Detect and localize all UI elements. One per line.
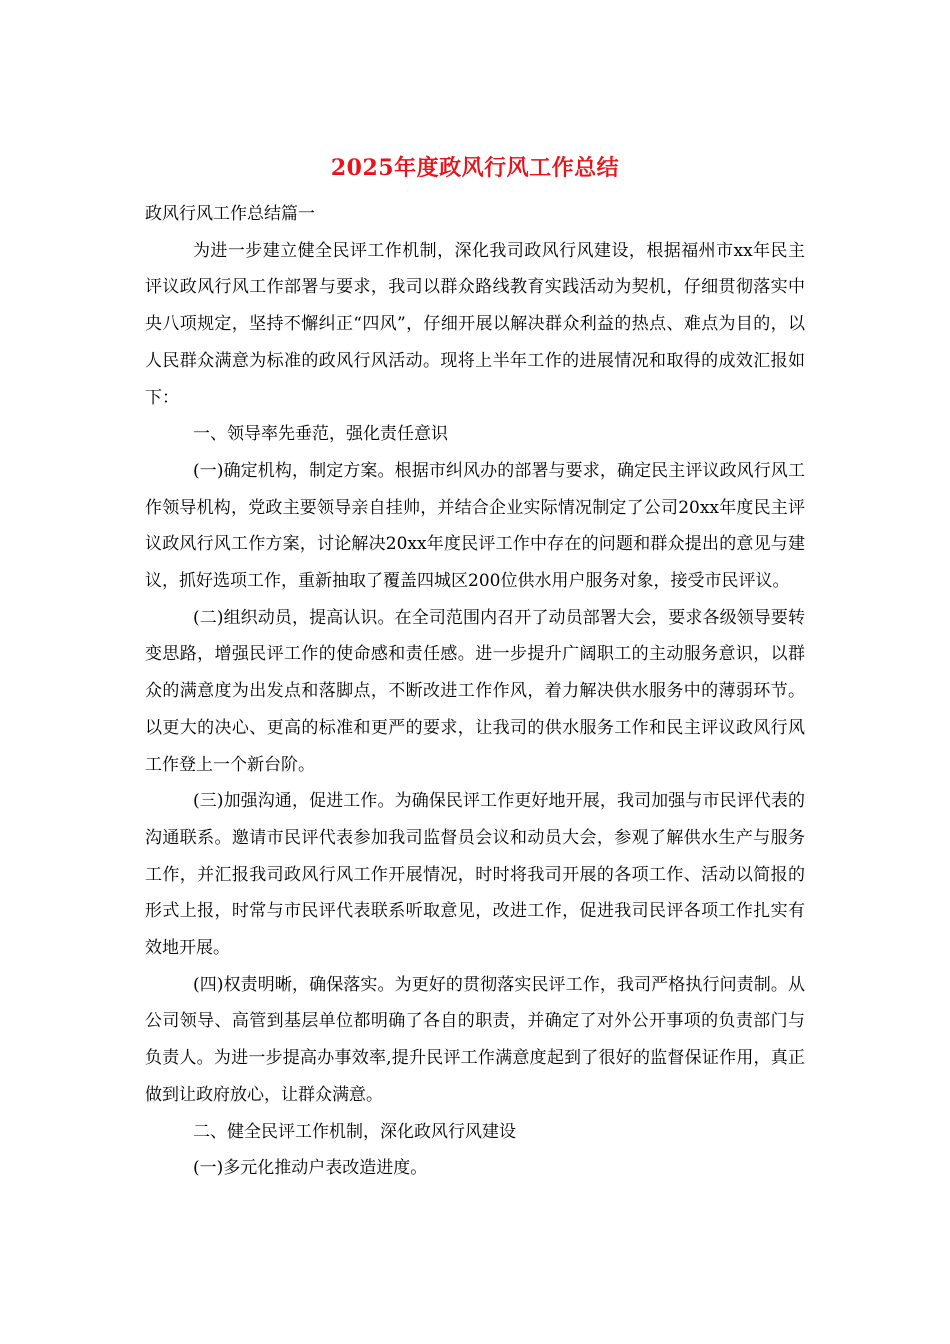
- document-subtitle: 政风行风工作总结篇一: [145, 204, 315, 224]
- section-heading-1: 一、领导率先垂范，强化责任意识: [193, 424, 448, 445]
- paragraph-1-3: (三)加强沟通，促进工作。为确保民评工作更好地开展，我司加强与市民评代表的沟通联系。邀请市民评代表参加我司监督员会议和动员大会，参观了解供水生产与服务工作，并汇报我司政风行风工作开展情况，时时将我司开展的各项工作、活动以简报的形式上报，时常与市民评代表联系听取意见，改进工作，促进我司民评各项工作扎实有效地开展。: [145, 791, 805, 959]
- document-title: 2025年度政风行风工作总结: [330, 155, 620, 181]
- paragraph-1-2: (二)组织动员，提高认识。在全司范围内召开了动员部署大会，要求各级领导要转变思路，增强民评工作的使命感和责任感。进一步提升广阔职工的主动服务意识，以群众的满意度为出发点和落脚点，不断改进工作作风，着力解决供水服务中的薄弱环节。以更大的决心、更高的标准和更严的要求，让我司的供水服务工作和民主评议政风行风工作登上一个新台阶。: [145, 607, 805, 775]
- document-body: [145, 196, 805, 1187]
- section-heading-2: 二、健全民评工作机制，深化政风行风建设: [193, 1121, 516, 1142]
- paragraph-1-1: (一)确定机构，制定方案。根据市纠风办的部署与要求，确定民主评议政风行风工作领导机构，党政主要领导亲自挂帅，并结合企业实际情况制定了公司20xx年度民主评议政风行风工作方案，讨论解决20xx年度民评工作中存在的问题和群众提出的意见与建议，抓好选项工作，重新抽取了覆盖四城区200位供水用户服务对象，接受市民评议。: [145, 460, 805, 592]
- paragraph-intro: 为进一步建立健全民评工作机制，深化我司政风行风建设，根据福州市xx年民主评议政风行风工作部署与要求，我司以群众路线教育实践活动为契机，仔细贯彻落实中央八项规定，坚持不懈纠正“四风”，仔细开展以解决群众利益的热点、难点为目的，以人民群众满意为标准的政风行风活动。现将上半年工作的进展情况和取得的成效汇报如下：: [145, 240, 805, 408]
- paragraph-1-4: (四)权责明晰，确保落实。为更好的贯彻落实民评工作，我司严格执行问责制。从公司领导、高管到基层单位都明确了各自的职责，并确定了对外公开事项的负责部门与负责人。为进一步提高办事效率,提升民评工作满意度起到了很好的监督保证作用，真正做到让政府放心，让群众满意。: [145, 974, 805, 1105]
- paragraph-2-1: (一)多元化推动户表改造进度。: [193, 1158, 428, 1179]
